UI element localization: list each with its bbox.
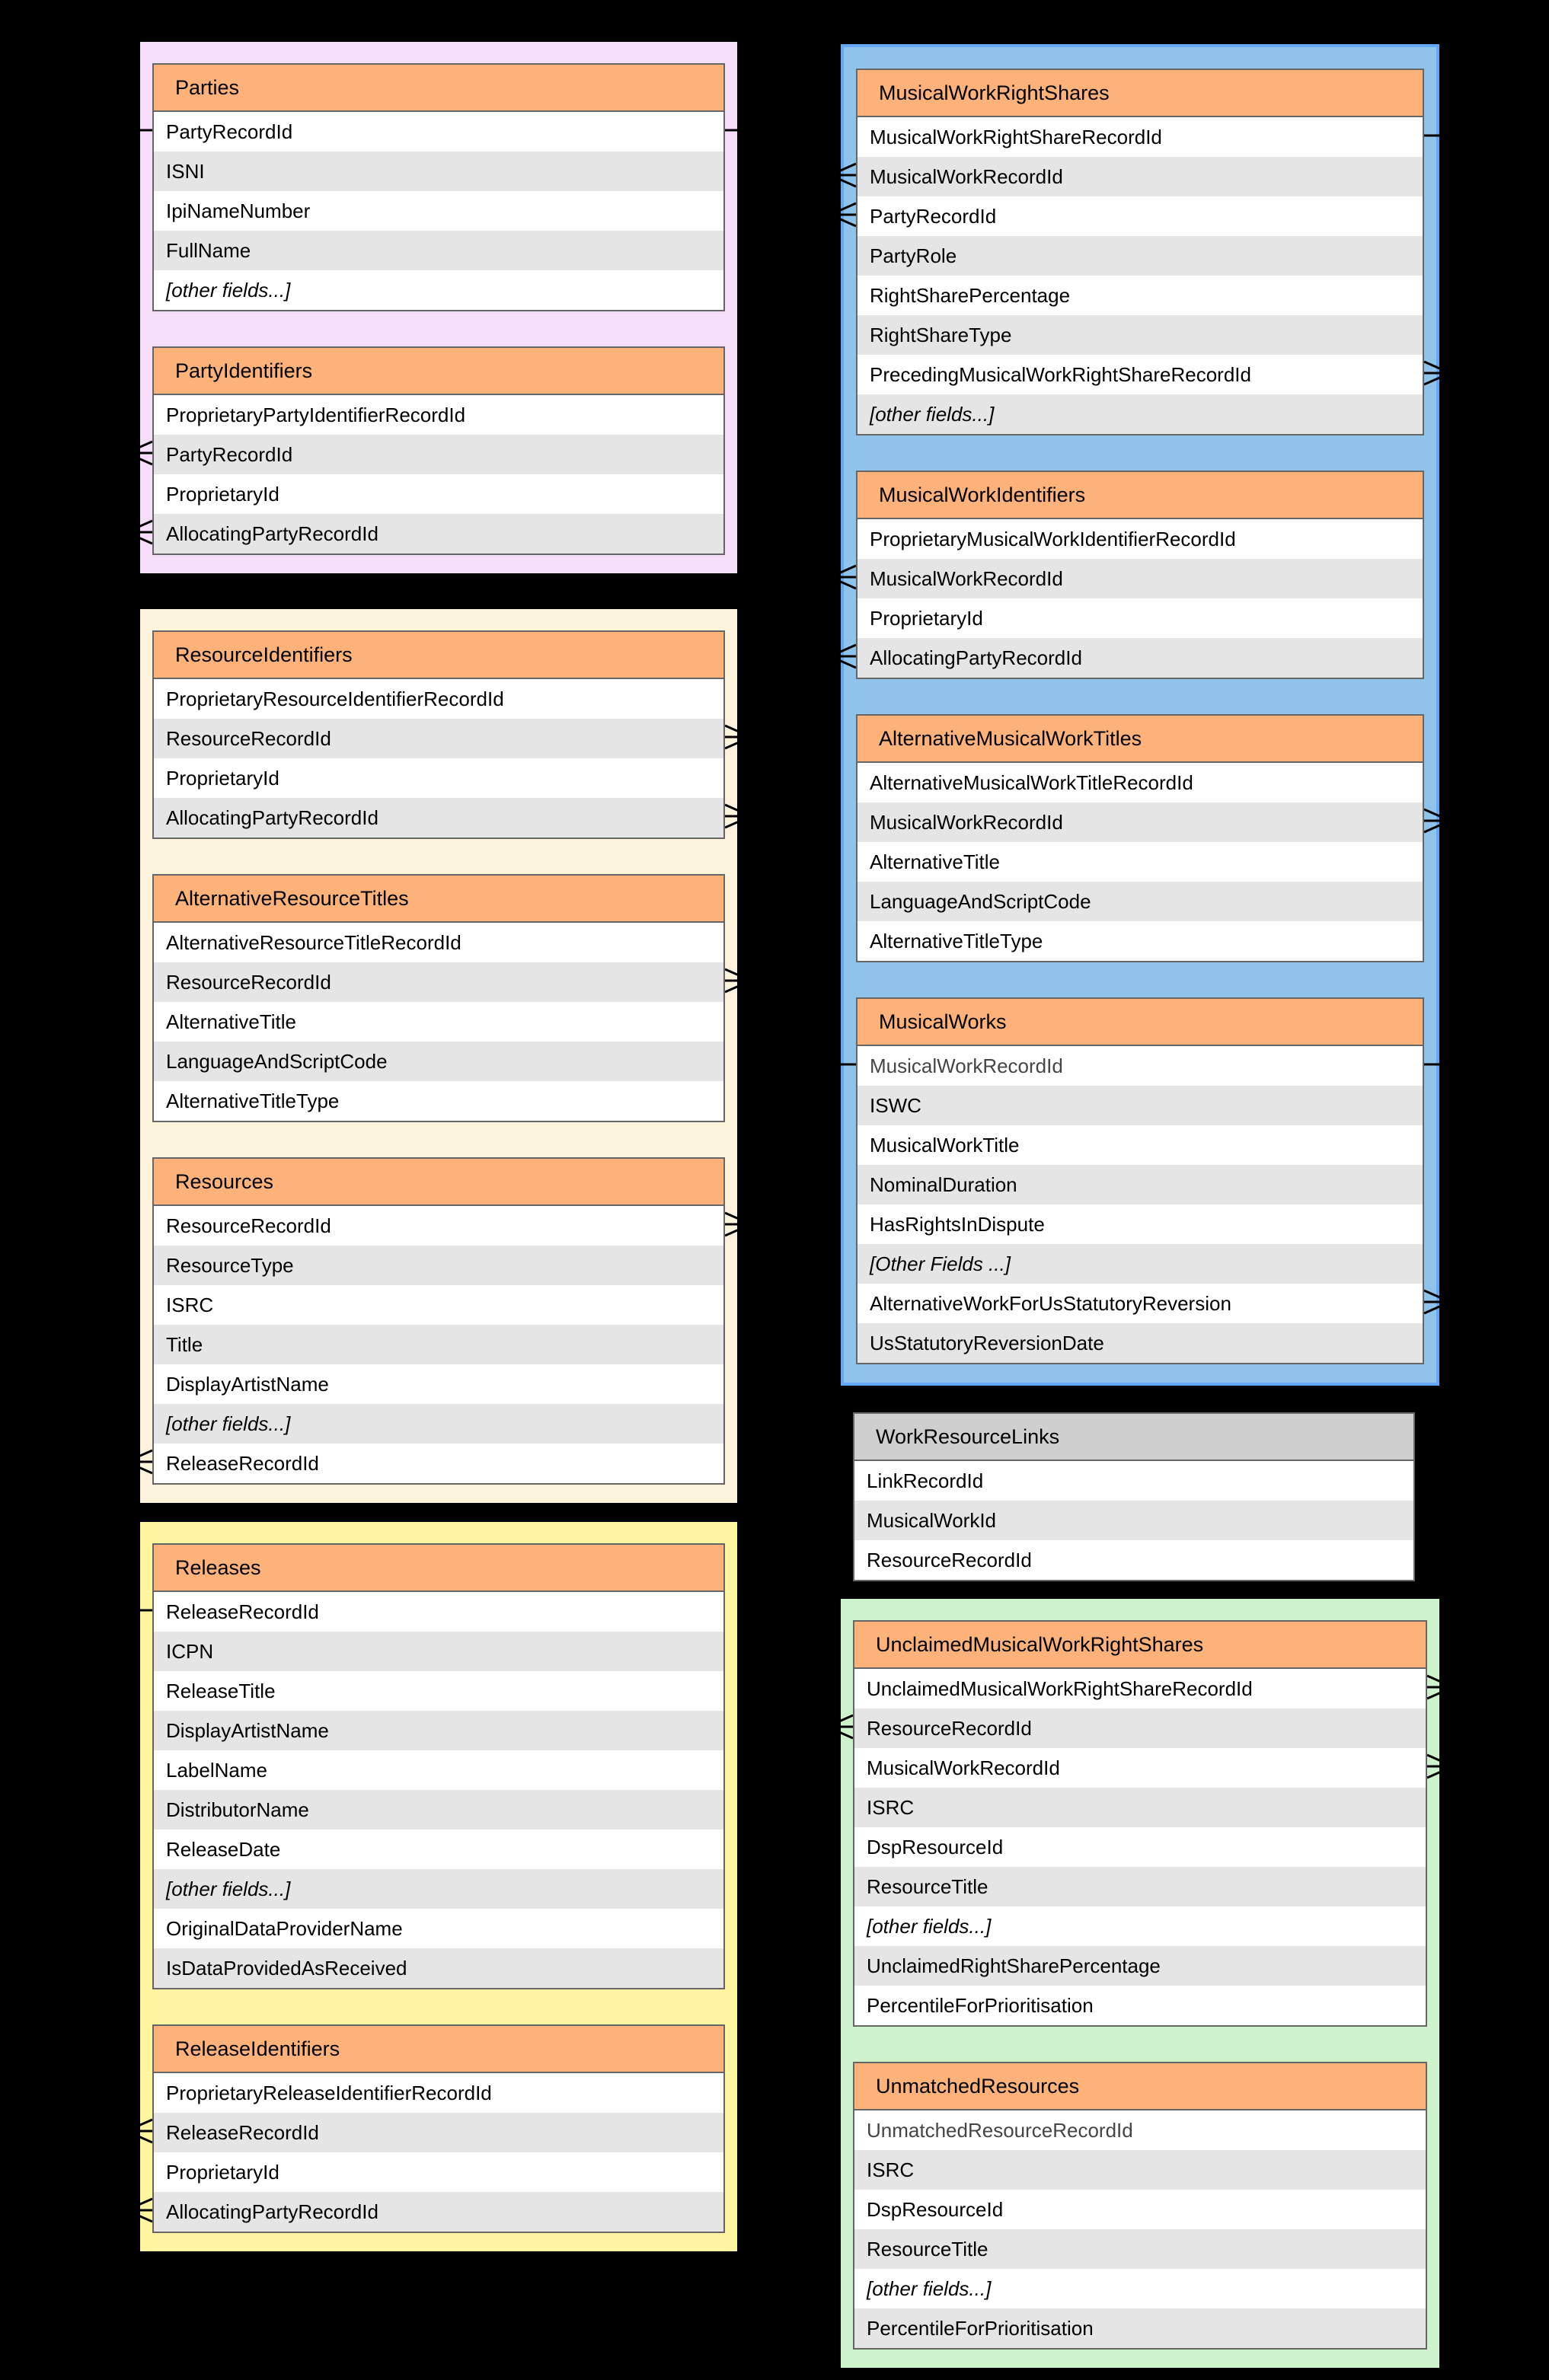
table-row: ProprietaryId	[858, 598, 1423, 638]
table-header: Resources	[154, 1159, 723, 1206]
table-row: MusicalWorkId	[854, 1501, 1413, 1540]
crow-foot-connector	[830, 564, 856, 590]
crow-foot-connector	[126, 2197, 152, 2223]
table-row: MusicalWorkRecordId	[858, 157, 1423, 196]
table-row: ISNI	[154, 152, 723, 191]
table-row: LanguageAndScriptCode	[858, 882, 1423, 921]
table-parties	[152, 63, 725, 311]
crow-foot-connector	[126, 440, 152, 466]
group-unclaimed-group	[841, 1599, 1439, 2368]
crow-foot-connector	[725, 724, 751, 750]
group-parties-group	[140, 42, 737, 573]
table-row: ProprietaryPartyIdentifierRecordId	[154, 395, 723, 435]
table-header: MusicalWorkIdentifiers	[858, 472, 1423, 519]
table-row: UnclaimedRightSharePercentage	[854, 1946, 1426, 1986]
table-row: AllocatingPartyRecordId	[154, 798, 723, 837]
table-row: MusicalWorkTitle	[858, 1125, 1423, 1165]
table-musicalworkrightshares	[856, 69, 1424, 435]
crow-foot-connector	[1427, 1753, 1453, 1779]
table-row: ReleaseDate	[154, 1830, 723, 1869]
table-row: RightShareType	[858, 315, 1423, 355]
table-header: MusicalWorks	[858, 999, 1423, 1046]
table-row: PercentileForPrioritisation	[854, 1986, 1426, 2025]
table-row: AlternativeTitle	[154, 1002, 723, 1042]
table-row: NominalDuration	[858, 1165, 1423, 1204]
table-row: IpiNameNumber	[154, 191, 723, 231]
table-row: AllocatingPartyRecordId	[858, 638, 1423, 678]
crow-foot-connector	[725, 1211, 751, 1237]
table-alternativeresourcetitles	[152, 874, 725, 1122]
table-row: ReleaseTitle	[154, 1671, 723, 1711]
group-releases-group	[140, 1522, 737, 2251]
table-musicalworks	[856, 997, 1424, 1364]
table-releases	[152, 1543, 725, 1989]
crow-foot-connector	[827, 1714, 853, 1740]
relationship-line-connector	[830, 1051, 856, 1077]
table-row: RightSharePercentage	[858, 276, 1423, 315]
table-row: [Other Fields ...]	[858, 1244, 1423, 1284]
table-workresourcelinks	[853, 1412, 1415, 1581]
table-row: ResourceRecordId	[154, 719, 723, 758]
table-row: ProprietaryId	[154, 474, 723, 514]
table-header: ReleaseIdentifiers	[154, 2026, 723, 2073]
table-row: PercentileForPrioritisation	[854, 2308, 1426, 2348]
table-row: PrecedingMusicalWorkRightShareRecordId	[858, 355, 1423, 394]
table-row: MusicalWorkRecordId	[858, 1046, 1423, 1086]
crow-foot-connector	[1424, 808, 1450, 834]
table-row: LinkRecordId	[854, 1461, 1413, 1501]
table-row: ReleaseRecordId	[154, 1592, 723, 1632]
table-row: AllocatingPartyRecordId	[154, 514, 723, 554]
table-row: DisplayArtistName	[154, 1364, 723, 1404]
table-row: [other fields...]	[858, 394, 1423, 434]
table-row: [other fields...]	[154, 1869, 723, 1909]
relationship-line-connector	[1424, 1051, 1450, 1077]
table-row: UnclaimedMusicalWorkRightShareRecordId	[854, 1669, 1426, 1708]
relationship-line-connector	[725, 117, 751, 143]
table-row: UnmatchedResourceRecordId	[854, 2110, 1426, 2150]
table-row: UsStatutoryReversionDate	[858, 1323, 1423, 1363]
table-row: ResourceTitle	[854, 2229, 1426, 2269]
table-row: AlternativeTitleType	[154, 1081, 723, 1121]
table-row: FullName	[154, 231, 723, 270]
table-row: AllocatingPartyRecordId	[154, 2192, 723, 2232]
table-row: IsDataProvidedAsReceived	[154, 1948, 723, 1988]
table-row: ProprietaryReleaseIdentifierRecordId	[154, 2073, 723, 2113]
table-unclaimedmusicalworkrightshares	[853, 1620, 1427, 2027]
table-row: ProprietaryId	[154, 758, 723, 798]
table-row: ISRC	[854, 1788, 1426, 1827]
table-row: AlternativeTitleType	[858, 921, 1423, 961]
crow-foot-connector	[1424, 1289, 1450, 1315]
group-musical-works-group	[841, 44, 1439, 1386]
crow-foot-connector	[725, 968, 751, 994]
crow-foot-connector	[126, 2118, 152, 2144]
relationship-line-connector	[126, 117, 152, 143]
table-row: ResourceRecordId	[154, 962, 723, 1002]
table-row: AlternativeTitle	[858, 842, 1423, 882]
crow-foot-connector	[830, 202, 856, 228]
crow-foot-connector	[126, 519, 152, 545]
table-row: ProprietaryId	[154, 2152, 723, 2192]
table-header: UnclaimedMusicalWorkRightShares	[854, 1622, 1426, 1669]
table-row: ICPN	[154, 1632, 723, 1671]
table-row: ResourceTitle	[854, 1867, 1426, 1906]
table-row: MusicalWorkRecordId	[858, 559, 1423, 598]
table-row: AlternativeResourceTitleRecordId	[154, 923, 723, 962]
crow-foot-connector	[725, 803, 751, 829]
table-row: DspResourceId	[854, 1827, 1426, 1867]
table-row: PartyRecordId	[154, 435, 723, 474]
table-musicalworkidentifiers	[856, 471, 1424, 679]
table-row: ProprietaryMusicalWorkIdentifierRecordId	[858, 519, 1423, 559]
table-row: DisplayArtistName	[154, 1711, 723, 1750]
table-header: AlternativeMusicalWorkTitles	[858, 716, 1423, 763]
table-row: DistributorName	[154, 1790, 723, 1830]
table-row: PartyRecordId	[154, 112, 723, 152]
table-row: [other fields...]	[154, 1404, 723, 1444]
relationship-line-connector	[1424, 123, 1450, 148]
table-header: Parties	[154, 65, 723, 112]
crow-foot-connector	[830, 162, 856, 188]
table-row: LabelName	[154, 1750, 723, 1790]
table-resources	[152, 1157, 725, 1485]
table-row: AlternativeMusicalWorkTitleRecordId	[858, 763, 1423, 802]
crow-foot-connector	[1424, 360, 1450, 386]
crow-foot-connector	[830, 643, 856, 669]
table-row: MusicalWorkRecordId	[858, 802, 1423, 842]
table-header: WorkResourceLinks	[854, 1414, 1413, 1461]
table-alternativemusicalworktitles	[856, 714, 1424, 962]
table-header: AlternativeResourceTitles	[154, 876, 723, 923]
table-row: [other fields...]	[854, 1906, 1426, 1946]
relationship-line-connector	[126, 1597, 152, 1623]
table-unmatchedresources	[853, 2062, 1427, 2350]
table-row: PartyRole	[858, 236, 1423, 276]
table-row: HasRightsInDispute	[858, 1204, 1423, 1244]
table-row: ResourceRecordId	[854, 1540, 1413, 1580]
table-row: ISRC	[154, 1285, 723, 1325]
table-header: Releases	[154, 1545, 723, 1592]
table-row: PartyRecordId	[858, 196, 1423, 236]
table-row: Title	[154, 1325, 723, 1364]
table-row: ReleaseRecordId	[154, 1444, 723, 1483]
table-row: AlternativeWorkForUsStatutoryReversion	[858, 1284, 1423, 1323]
table-row: ResourceRecordId	[854, 1708, 1426, 1748]
table-row: ISRC	[854, 2150, 1426, 2190]
table-header: PartyIdentifiers	[154, 348, 723, 395]
table-row: DspResourceId	[854, 2190, 1426, 2229]
table-header: ResourceIdentifiers	[154, 632, 723, 679]
table-row: ResourceType	[154, 1246, 723, 1285]
table-row: MusicalWorkRecordId	[854, 1748, 1426, 1788]
crow-foot-connector	[126, 1449, 152, 1475]
table-partyidentifiers	[152, 346, 725, 555]
table-row: OriginalDataProviderName	[154, 1909, 723, 1948]
table-row: MusicalWorkRightShareRecordId	[858, 117, 1423, 157]
table-row: ProprietaryResourceIdentifierRecordId	[154, 679, 723, 719]
table-row: ISWC	[858, 1086, 1423, 1125]
table-row: LanguageAndScriptCode	[154, 1042, 723, 1081]
table-releaseidentifiers	[152, 2024, 725, 2233]
table-row: ResourceRecordId	[154, 1206, 723, 1246]
table-header: MusicalWorkRightShares	[858, 70, 1423, 117]
table-row: ReleaseRecordId	[154, 2113, 723, 2152]
table-row: [other fields...]	[154, 270, 723, 310]
crow-foot-connector	[1427, 1674, 1453, 1700]
group-resources-group	[140, 609, 737, 1503]
table-row: [other fields...]	[854, 2269, 1426, 2308]
table-header: UnmatchedResources	[854, 2063, 1426, 2110]
table-resourceidentifiers	[152, 630, 725, 839]
